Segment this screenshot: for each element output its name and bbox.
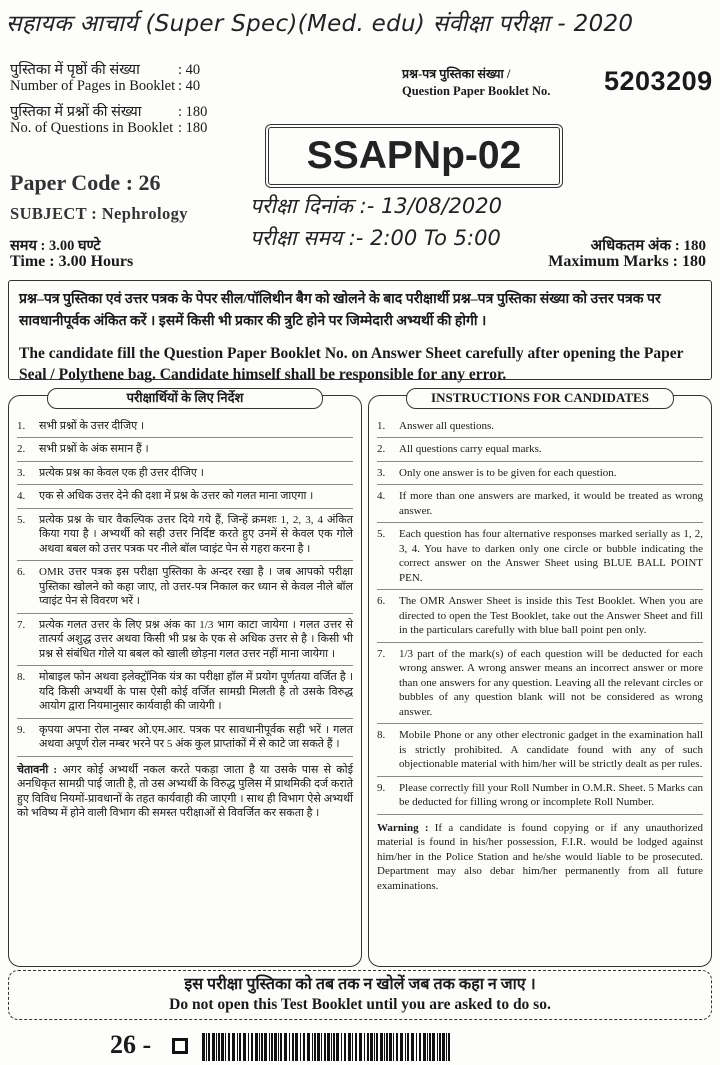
list-item <box>377 438 703 462</box>
item-number: 1. <box>377 419 386 432</box>
notice-box <box>8 280 712 383</box>
pages-label-en: Number of Pages in Booklet <box>10 78 176 94</box>
pages-count-block <box>10 62 200 94</box>
item-number: 4. <box>377 490 386 502</box>
handwritten-exam-title: सहायक आचार्य (Super Spec)(Med. edu) संवीक्षा परीक्षा - 2020 <box>6 11 634 37</box>
item-number: 8. <box>17 671 26 683</box>
item-text: सभी प्रश्नों के अंक समान हैं । <box>39 443 149 455</box>
item-number: 2. <box>377 443 386 455</box>
item-number: 1. <box>17 419 26 432</box>
item-text: 1/3 part of the mark(s) of each question will be deducted for each wrong answer. A wrong answer means an incorrect answer or more than one answers for any question. Leaving all the relevant circles or bubbles of any question blank will not be considered as wrong answer. <box>399 647 703 718</box>
item-number: 2. <box>17 443 26 455</box>
pages-label-hi: पुस्तिका में पृष्ठों की संख्या <box>10 62 140 78</box>
list-item <box>17 719 353 756</box>
item-text: The OMR Answer Sheet is inside this Test Booklet. When you are directed to open the Test Booklet, take out the Answer Sheet and fill in the particulars carefully with blue ball point pen only. <box>399 595 703 636</box>
hindi-warning-text: अगर कोई अभ्यर्थी नकल करते पकड़ा जाता है या उसके पास से कोई अनधिकृत सामग्री पाई जाती है, तो उस अभ्यर्थी के विरुद्ध पुलिस में प्राथमिकी दर्ज कराते हुए विविध नियमों-प्रावधानों के तहत कार्यवाही की जाएगी । साथ ही विभाग ऐसे अभ्यर्थी को भविष्य में होने वाली विभाग की समस्त परीक्षाओं से विवर्जित कर सकता है । <box>17 763 354 819</box>
do-not-open-notice <box>8 970 712 1020</box>
handwritten-exam-date: परीक्षा दिनांक :- 13/08/2020 <box>250 194 502 218</box>
item-number: 9. <box>17 723 26 736</box>
item-text: If more than one answers are marked, it would be treated as wrong answer. <box>399 490 703 517</box>
subject: SUBJECT : Nephrology <box>10 204 188 223</box>
hindi-instructions-list <box>17 415 353 756</box>
list-item <box>17 509 353 562</box>
paper-code: Paper Code : 26 <box>10 170 161 195</box>
item-number: 7. <box>377 647 386 660</box>
english-warning-label: Warning : <box>377 821 429 834</box>
series-code: SSAPNp-02 <box>306 134 522 177</box>
list-item <box>377 643 703 725</box>
booklet-number: 5203209 <box>604 66 713 96</box>
english-instructions-list <box>377 415 703 814</box>
list-item <box>377 777 703 814</box>
item-number: 4. <box>17 490 26 502</box>
list-item <box>17 438 353 462</box>
item-text: Each question has four alternative responses marked serially as 1, 2, 3, 4. You have to darken only one circle or bubble indicating the correct answer on the Answer Sheet using BLUE BALL POINT PEN. <box>399 528 703 584</box>
item-text: प्रत्येक प्रश्न का केवल एक ही उत्तर दीजिए । <box>39 466 204 479</box>
footer-paper-code: 26 - <box>110 1030 152 1059</box>
list-item <box>377 724 703 777</box>
hindi-warning <box>17 756 353 821</box>
do-not-open-en: Do not open this Test Booklet until you are asked to do so. <box>169 996 551 1013</box>
booklet-number-label <box>402 66 550 100</box>
item-number: 7. <box>17 618 26 631</box>
item-text: Answer all questions. <box>399 419 495 432</box>
list-item <box>377 485 703 523</box>
item-text: Mobile Phone or any other electronic gadget in the examination hall is strictly prohibited. A candidate found with any of such objectionable material with him/her will be strictly dealt as per rules. <box>399 729 703 770</box>
item-number: 3. <box>17 466 26 479</box>
item-number: 5. <box>377 528 386 540</box>
item-number: 6. <box>17 566 26 578</box>
list-item <box>17 462 353 486</box>
pages-value-en: : 40 <box>178 78 201 94</box>
english-warning-text: If a candidate is found copying or if any unauthorized material is found in his/her possession, F.I.R. would be lodged against him/her in the Police Station and he/she would liable to be prosecuted. Department may also debar him/her permanently from all future examinations. <box>377 821 704 892</box>
hindi-instructions-title: परीक्षार्थियों के लिए निर्देश <box>47 388 323 409</box>
list-item <box>377 462 703 486</box>
max-marks-hi: अधिकतम अंक : 180 <box>590 238 706 254</box>
item-number: 8. <box>377 729 386 741</box>
item-number: 5. <box>17 513 26 526</box>
booklet-number-label-hi: प्रश्न-पत्र पुस्तिका संख्या / <box>402 67 511 81</box>
english-warning <box>377 814 703 894</box>
item-text: प्रत्येक प्रश्न के चार वैकल्पिक उत्तर दिये गये हैं, जिन्हें क्रमशः 1, 2, 3, 4 अंकित किया गया है । अभ्यर्थी को सही उत्तर निर्दिष्ट करते हुए उनमें से केवल एक गोले अथवा बबल को उत्तर पत्रक पर नीले बॉल प्वाइंट पेन से गहरा करना है । <box>39 513 353 555</box>
footer-square-mark <box>172 1038 188 1054</box>
do-not-open-hi: इस परीक्षा पुस्तिका को तब तक न खोलें जब तक कहा न जाए । <box>184 976 536 993</box>
time-en: Time : 3.00 Hours <box>10 253 134 270</box>
item-text: All questions carry equal marks. <box>399 443 542 455</box>
hindi-instructions-panel <box>8 390 362 967</box>
list-item <box>377 523 703 590</box>
max-marks-en: Maximum Marks : 180 <box>548 253 706 270</box>
booklet-number-label-en: Question Paper Booklet No. <box>402 84 551 98</box>
questions-count-block <box>10 104 207 136</box>
list-item <box>17 485 353 509</box>
item-text: कृपया अपना रोल नम्बर ओ.एम.आर. पत्रक पर सावधानीपूर्वक सही भरें । गलत अथवा अपूर्ण रोल नम्बर भरने पर 5 अंक कुल प्राप्तांकों में से काटे जा सकते हैं । <box>39 723 353 750</box>
item-text: सभी प्रश्नों के उत्तर दीजिए । <box>39 419 145 432</box>
list-item <box>377 415 703 439</box>
questions-label-en: No. of Questions in Booklet <box>10 120 174 136</box>
item-text: मोबाइल फोन अथवा इलेक्ट्रॉनिक यंत्र का परीक्षा हॉल में प्रयोग पूर्णतया वर्जित है । यदि किसी अभ्यर्थी के पास ऐसी कोई वर्जित सामग्री मिलती है तो उसके विरुद्ध आयोग द्वारा नियमानुसार कार्यवाही की जायेगी । <box>39 671 353 712</box>
time-hi: समय : 3.00 घण्टे <box>10 238 101 254</box>
handwritten-exam-time: परीक्षा समय :- 2:00 To 5:00 <box>250 226 501 250</box>
list-item <box>17 561 353 614</box>
questions-label-hi: पुस्तिका में प्रश्नों की संख्या <box>10 104 142 120</box>
notice-hi: प्रश्न–पत्र पुस्तिका एवं उत्तर पत्रक के पेपर सील/पॉलिथीन बैग को खोलने के बाद परीक्षार्थी प्रश्न–पत्र पुस्तिका संख्या को उत्तर पत्रक पर सावधानीपूर्वक अंकित करें । इसमें किसी भी प्रकार की त्रुटि होने पर जिम्मेदारी अभ्यर्थी की होगी । <box>19 292 661 329</box>
series-code-box <box>265 124 563 188</box>
list-item <box>17 415 353 439</box>
item-text: एक से अधिक उत्तर देने की दशा में प्रश्न के उत्तर को गलत माना जाएगा । <box>39 490 314 502</box>
questions-value-en: : 180 <box>178 120 208 136</box>
list-item <box>377 590 703 643</box>
barcode-icon <box>202 1033 452 1061</box>
pages-value-hi: : 40 <box>178 62 201 78</box>
item-text: Only one answer is to be given for each question. <box>399 466 617 479</box>
list-item <box>17 614 353 667</box>
list-item <box>17 666 353 719</box>
notice-en: The candidate fill the Question Paper Booklet No. on Answer Sheet carefully after opening the Paper Seal / Polythene bag. Candidate himself shall be responsible for any error. <box>19 345 684 383</box>
english-instructions-panel <box>368 390 712 967</box>
english-instructions-title: INSTRUCTIONS FOR CANDIDATES <box>406 388 673 409</box>
item-number: 3. <box>377 466 386 479</box>
questions-value-hi: : 180 <box>178 104 208 120</box>
item-text: Please correctly fill your Roll Number in O.M.R. Sheet. 5 Marks can be deducted for filling wrong or incomplete Roll Number. <box>399 781 703 808</box>
item-number: 6. <box>377 595 386 607</box>
item-number: 9. <box>377 781 386 794</box>
item-text: प्रत्येक गलत उत्तर के लिए प्रश्न अंक का 1/3 भाग काटा जायेगा । गलत उत्तर से तात्पर्य अशुद्ध उत्तर अथवा किसी भी प्रश्न के एक से अधिक उत्तर से है । किसी भी प्रश्न से संबंधित गोले या बबल को खाली छोड़ना गलत उत्तर नहीं माना जायेगा । <box>39 618 353 660</box>
hindi-warning-label: चेतावनी : <box>17 763 58 776</box>
item-text: OMR उत्तर पत्रक इस परीक्षा पुस्तिका के अन्दर रखा है । जब आपको परीक्षा पुस्तिका खोलने को कहा जाए, तो उत्तर-पत्र निकाल कर ध्यान से केवल नीले बॉल प्वाइंट पेन से विवरण भरें । <box>39 566 353 607</box>
